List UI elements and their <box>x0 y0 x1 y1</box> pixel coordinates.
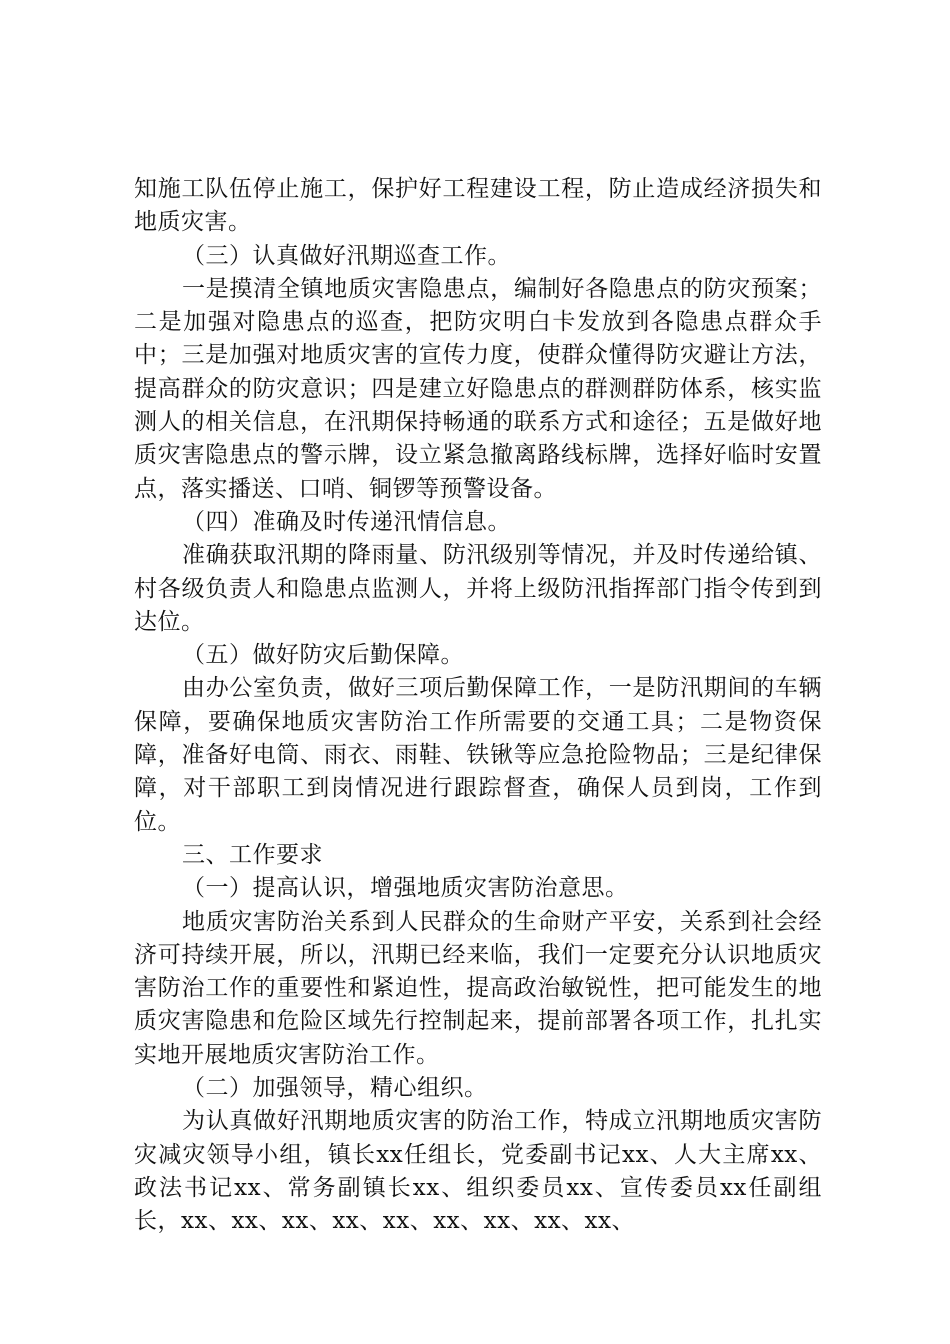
section-heading-leadership: （二）加强领导，精心组织。 <box>182 1075 488 1102</box>
paragraph-logistics: 由办公室负责，做好三项后勤保障工作，一是防汛期间的车辆保障，要确保地质灾害防治工作所需要的交通工具；二是物资保障，准备好电筒、雨衣、雨鞋、铁锹等应急抢险物品；三是纪律保障，对干部职工到岗情况进行跟踪督查，确保人员到岗，工作到位。 <box>134 675 822 835</box>
paragraph-flood-info: 准确获取汛期的降雨量、防汛级别等情况，并及时传递给镇、村各级负责人和隐患点监测人，并将上级防汛指挥部门指令传到到达位。 <box>134 542 822 635</box>
section-heading-awareness: （一）提高认识，增强地质灾害防治意思。 <box>182 875 629 902</box>
section-heading-flood-info: （四）准确及时传递汛情信息。 <box>182 508 511 535</box>
section-heading-logistics: （五）做好防灾后勤保障。 <box>182 642 464 669</box>
paragraph-patrol-details: 一是摸清全镇地质灾害隐患点，编制好各隐患点的防灾预案；二是加强对隐患点的巡查，把防灾明白卡发放到各隐患点群众手中；三是加强对地质灾害的宣传力度，使群众懂得防灾避让方法，提高群众的防灾意识；四是建立好隐患点的群测群防体系，核实监测人的相关信息，在汛期保持畅通的联系方式和途径；五是做好地质灾害隐患点的警示牌，设立紧急撤离路线标牌，选择好临时安置点，落实播送、口哨、铜锣等预警设备。 <box>134 275 822 502</box>
paragraph-leadership: 为认真做好汛期地质灾害的防治工作，特成立汛期地质灾害防灾减灾领导小组，镇长xx任组长，党委副书记xx、人大主席xx、政法书记xx、常务副镇长xx、组织委员xx、宣传委员xx任副组长，xx、xx、xx、xx、xx、xx、xx、xx、xx、 <box>134 1108 822 1235</box>
paragraph-awareness: 地质灾害防治关系到人民群众的生命财产平安，关系到社会经济可持续开展，所以，汛期已经来临，我们一定要充分认识地质灾害防治工作的重要性和紧迫性，提高政治敏锐性，把可能发生的地质灾害隐患和危险区域先行控制起来，提前部署各项工作，扎扎实实地开展地质灾害防治工作。 <box>134 908 822 1068</box>
document-body <box>134 173 822 1239</box>
paragraph-continuation: 知施工队伍停止施工，保护好工程建设工程，防止造成经济损失和地质灾害。 <box>134 176 822 236</box>
section-heading-patrol: （三）认真做好汛期巡查工作。 <box>182 242 511 269</box>
chapter-heading-requirements: 三、工作要求 <box>182 841 323 868</box>
